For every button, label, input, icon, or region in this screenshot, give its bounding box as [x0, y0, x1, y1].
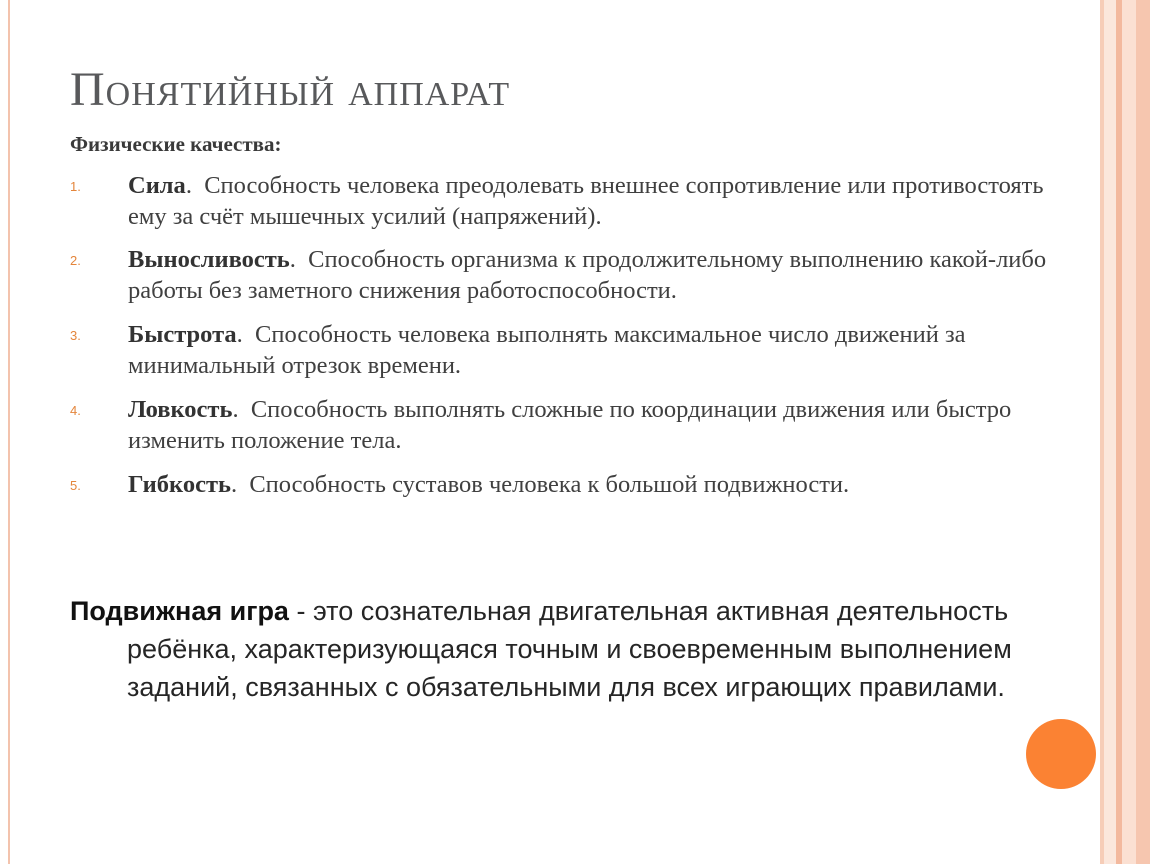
list-item — [70, 394, 1070, 456]
definition-term: Подвижная игра — [70, 596, 289, 626]
list-item — [70, 170, 1070, 232]
list-number: 5. — [70, 478, 81, 493]
left-frame-line — [8, 0, 10, 864]
list-item-text: Быстрота. Способность человека выполнять максимальное число движений за минимальный отрезок времени. — [128, 321, 966, 379]
item-term: Выносливость — [128, 246, 290, 273]
orange-circle-decoration — [1026, 719, 1096, 789]
item-definition: Способность организма к продолжительному выполнению какой-либо работы без заметного снижения работоспособности. — [128, 246, 1047, 304]
item-definition: Способность суставов человека к большой подвижности. — [249, 471, 850, 498]
right-stripe — [1104, 0, 1116, 864]
list-number: 1. — [70, 179, 81, 194]
item-term: Ловкость — [128, 396, 233, 423]
list-item — [70, 469, 1070, 500]
list-item — [70, 319, 1070, 381]
list-item — [70, 244, 1070, 306]
slide-title — [70, 62, 510, 117]
list-number: 3. — [70, 328, 81, 343]
item-term: Сила — [128, 172, 186, 199]
list-item-text: Ловкость. Способность выполнять сложные по координации движения или быстро изменить положение тела. — [128, 396, 1012, 454]
title-first-letter: П — [70, 63, 106, 116]
item-definition: Способность человека выполнять максимальное число движений за минимальный отрезок времени. — [128, 321, 966, 379]
right-stripe — [1122, 0, 1136, 864]
list-item-text: Гибкость. Способность суставов человека к большой подвижности. — [128, 471, 850, 498]
list-item-text: Выносливость. Способность организма к продолжительному выполнению какой-либо работы без заметного снижения работоспособности. — [128, 246, 1047, 304]
list-number: 2. — [70, 253, 81, 268]
definition-text: - это сознательная двигательная активная деятельность ребёнка, характеризующаяся точным и своевременным выполнением заданий, связанных с обязательными для всех играющих правилами. — [127, 596, 1012, 702]
qualities-list — [70, 170, 1070, 500]
definition-paragraph — [70, 592, 1067, 706]
right-stripe — [1136, 0, 1150, 864]
list-number: 4. — [70, 403, 81, 418]
item-term: Быстрота — [128, 321, 237, 348]
item-term: Гибкость — [128, 471, 231, 498]
list-item-text: Сила. Способность человека преодолевать внешнее сопротивление или противостоять ему за счёт мышечных усилий (напряжений). — [128, 172, 1044, 230]
title-rest: онятийный аппарат — [105, 63, 511, 116]
subheading: Физические качества: — [70, 132, 282, 156]
item-definition: Способность человека преодолевать внешнее сопротивление или противостоять ему за счёт мышечных усилий (напряжений). — [128, 172, 1044, 230]
item-definition: Способность выполнять сложные по координации движения или быстро изменить положение тела. — [128, 396, 1012, 454]
